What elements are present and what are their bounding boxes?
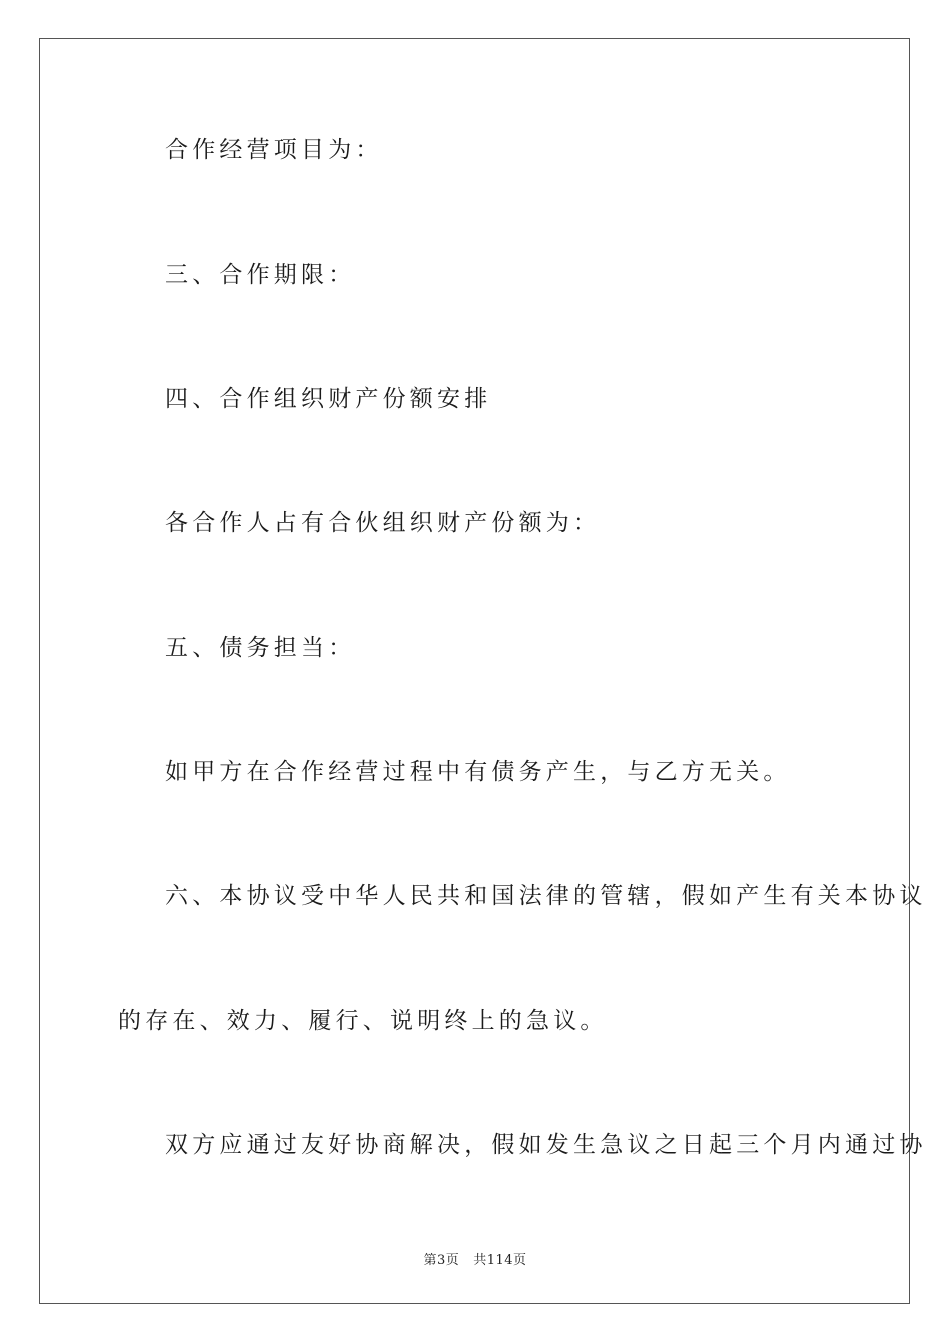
- text-line-term-heading: 三、合作期限：: [165, 262, 356, 288]
- total-pages: 共114页: [473, 1253, 527, 1268]
- page-number: 第3页: [423, 1253, 460, 1268]
- text-line-property-share: 各合作人占有合伙组织财产份额为：: [165, 510, 601, 536]
- text-line-debt-heading: 五、债务担当：: [165, 635, 356, 661]
- text-line-debt-clause: 如甲方在合作经营过程中有债务产生，与乙方无关。: [165, 759, 791, 785]
- text-line-law-clause: 六、本协议受中华人民共和国法律的管辖，假如产生有关本协议: [165, 883, 927, 909]
- text-line-dispute-clause: 双方应通过友好协商解决，假如发生急议之日起三个月内通过协: [165, 1132, 927, 1158]
- page-footer: [0, 1249, 950, 1268]
- text-line-property-heading: 四、合作组织财产份额安排: [165, 386, 492, 412]
- text-line-project: 合作经营项目为：: [165, 137, 383, 163]
- page-frame: [39, 38, 910, 1304]
- text-line-law-clause-cont: 的存在、效力、履行、说明终上的急议。: [118, 1008, 608, 1034]
